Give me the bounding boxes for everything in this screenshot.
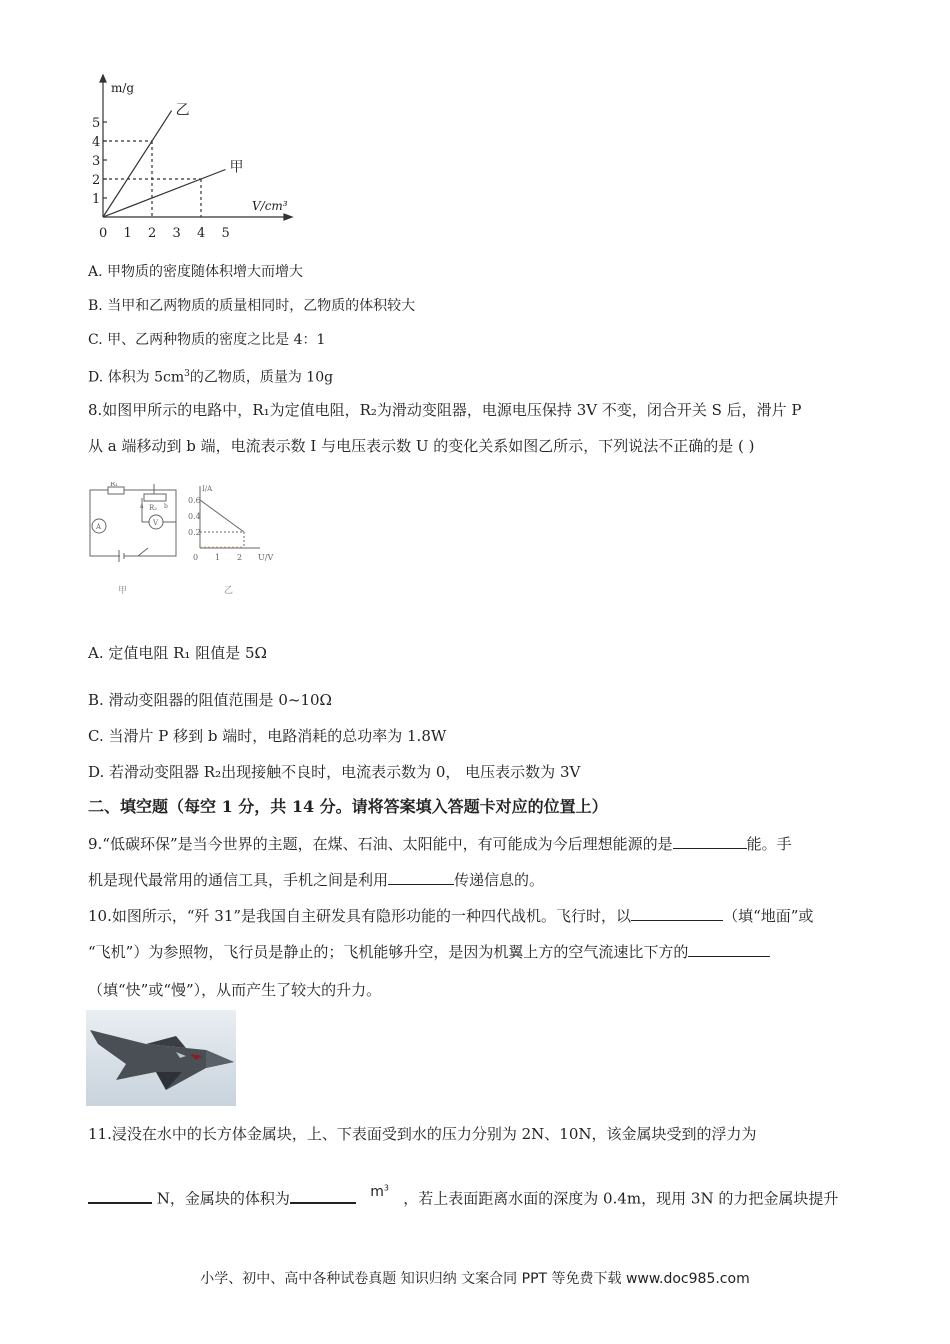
ammeter-label: A [96,523,102,531]
q7-option-a: A. 甲物质的密度随体积增大而增大 [88,264,304,280]
iu-x-axis-label: U/V [258,553,274,562]
x-tick-label: 1 [123,226,132,241]
q9-blank-2[interactable] [388,870,454,885]
r1-label: R₁ [110,482,119,488]
q10-line3: （填“快”或“慢”），从而产生了较大的升力。 [88,981,382,999]
x-axis-arrow [284,214,292,220]
a-label: a [140,503,144,510]
q11-line1: 11.浸没在水中的长方体金属块，上、下表面受到水的压力分别为 2N、10N，该金属块受到的浮力为 [88,1125,757,1143]
series-label: 甲 [229,159,244,176]
section-2-title: 二、填空题（每空 1 分，共 14 分。请将答案填入答题卡对应的位置上） [88,797,608,816]
r2-label: R₂ [149,504,158,512]
q7-option-c: C. 甲、乙两种物质的密度之比是 4：1 [88,332,326,348]
q10-line1-text: 10.如图所示，“歼 31”是我国自主研发具有隐形功能的一种四代战机。飞行时，以 [88,907,632,925]
x-tick-label: 2 [148,226,157,241]
b-label: b [164,503,168,510]
q11-line2-text: N，金属块的体积为 [156,1189,290,1208]
voltmeter-label: V [153,519,159,527]
q9-line2-text: 机是现代最常用的通信工具，手机之间是利用 [88,871,389,889]
series-line-1 [103,111,172,217]
q7-option-b: B. 当甲和乙两物质的质量相同时，乙物质的体积较大 [88,298,416,314]
q10-line2 [88,942,770,962]
q11-blank-1[interactable] [88,1188,152,1204]
x-tick-label: 0 [99,226,108,241]
iu-x-tick-label: 0 [193,553,199,562]
series-label: 乙 [175,102,190,119]
iu-x-tick-label: 2 [237,553,243,562]
q7-option-d-suffix: 的乙物质，质量为 10g [189,369,334,386]
q10-line1-tail: （填“地面”或 [723,907,814,925]
q8-line1: 8.如图甲所示的电路中，R₁为定值电阻，R₂为滑动变阻器，电源电压保持 3V 不变，闭合开关 S 后，滑片 P [88,401,802,419]
q11-blank-2[interactable] [290,1188,356,1204]
q9-line2 [88,870,544,890]
y-tick-label: 2 [92,173,101,188]
circuit-diagram [86,482,186,602]
q11-unit [370,1184,389,1200]
y-tick-label: 3 [92,154,101,169]
q8-option-d: D. 若滑动变阻器 R₂出现接触不良时，电流表示数为 0， 电压表示数为 3V [88,763,581,781]
q10-blank-2[interactable] [688,942,770,957]
x-tick-label: 4 [197,226,206,241]
q7-option-d-prefix: D. 体积为 5cm [88,369,185,386]
q11-line2-tail: ，若上表面距离水面的深度为 0.4m，现用 3N 的力把金属块提升 [403,1189,839,1208]
page-footer: 小学、初中、高中各种试卷真题 知识归纳 文案合同 PPT 等免费下载 www.doc985.com [200,1271,750,1287]
y-tick-label: 4 [92,135,101,150]
iu-x-tick-label: 1 [215,553,221,562]
q7-option-d [88,364,333,388]
y-axis-label: m/g [111,81,135,95]
iu-caption: 乙 [224,586,234,596]
q10-line2-text: “飞机”）为参照物，飞行员是静止的；飞机能够升空，是因为机翼上方的空气流速比下方的 [88,943,689,961]
q11-unit-sup: 3 [383,1183,389,1192]
x-tick-label: 3 [172,226,181,241]
current-voltage-graph [188,482,288,602]
q9-line1-tail: 能。手 [746,835,792,853]
iu-y-axis-label: I/A [202,485,213,493]
y-tick-label: 1 [92,192,101,207]
circuit-caption: 甲 [118,586,128,596]
iu-y-tick-label: 0.2 [188,528,201,537]
q10-line1 [88,906,813,926]
y-tick-label: 5 [92,116,101,131]
x-axis-label: V/cm³ [252,199,288,213]
q11-unit-m: m [370,1183,384,1200]
q10-blank-1[interactable] [631,906,723,921]
q11-line2 [88,1183,839,1210]
series-line-2 [103,170,226,218]
q9-line2-tail: 传递信息的。 [454,871,545,889]
iu-y-tick-label: 0.6 [188,496,201,505]
q9-line1-text: 9.“低碳环保”是当今世界的主题，在煤、石油、太阳能中，有可能成为今后理想能源的是 [88,835,673,853]
q9-blank-1[interactable] [673,834,747,849]
y-axis-arrow [100,75,106,82]
stealth-fighter-image [86,1010,236,1106]
q8-line2: 从 a 端移动到 b 端，电流表示数 I 与电压表示数 U 的变化关系如图乙所示，下列说法不正确的是 ( ) [88,437,755,455]
iu-series-line [200,500,244,532]
iu-y-tick-label: 0.4 [188,512,201,521]
q7-option-d-sup: 3 [184,369,190,379]
q8-option-b: B. 滑动变阻器的阻值范围是 0~10Ω [88,691,332,709]
q9-line1 [88,834,792,854]
x-tick-label: 5 [221,226,230,241]
q8-option-c: C. 当滑片 P 移到 b 端时，电路消耗的总功率为 1.8W [88,727,447,745]
mass-volume-graph [86,70,306,245]
q8-option-a: A. 定值电阻 R₁ 阻值是 5Ω [88,644,267,662]
